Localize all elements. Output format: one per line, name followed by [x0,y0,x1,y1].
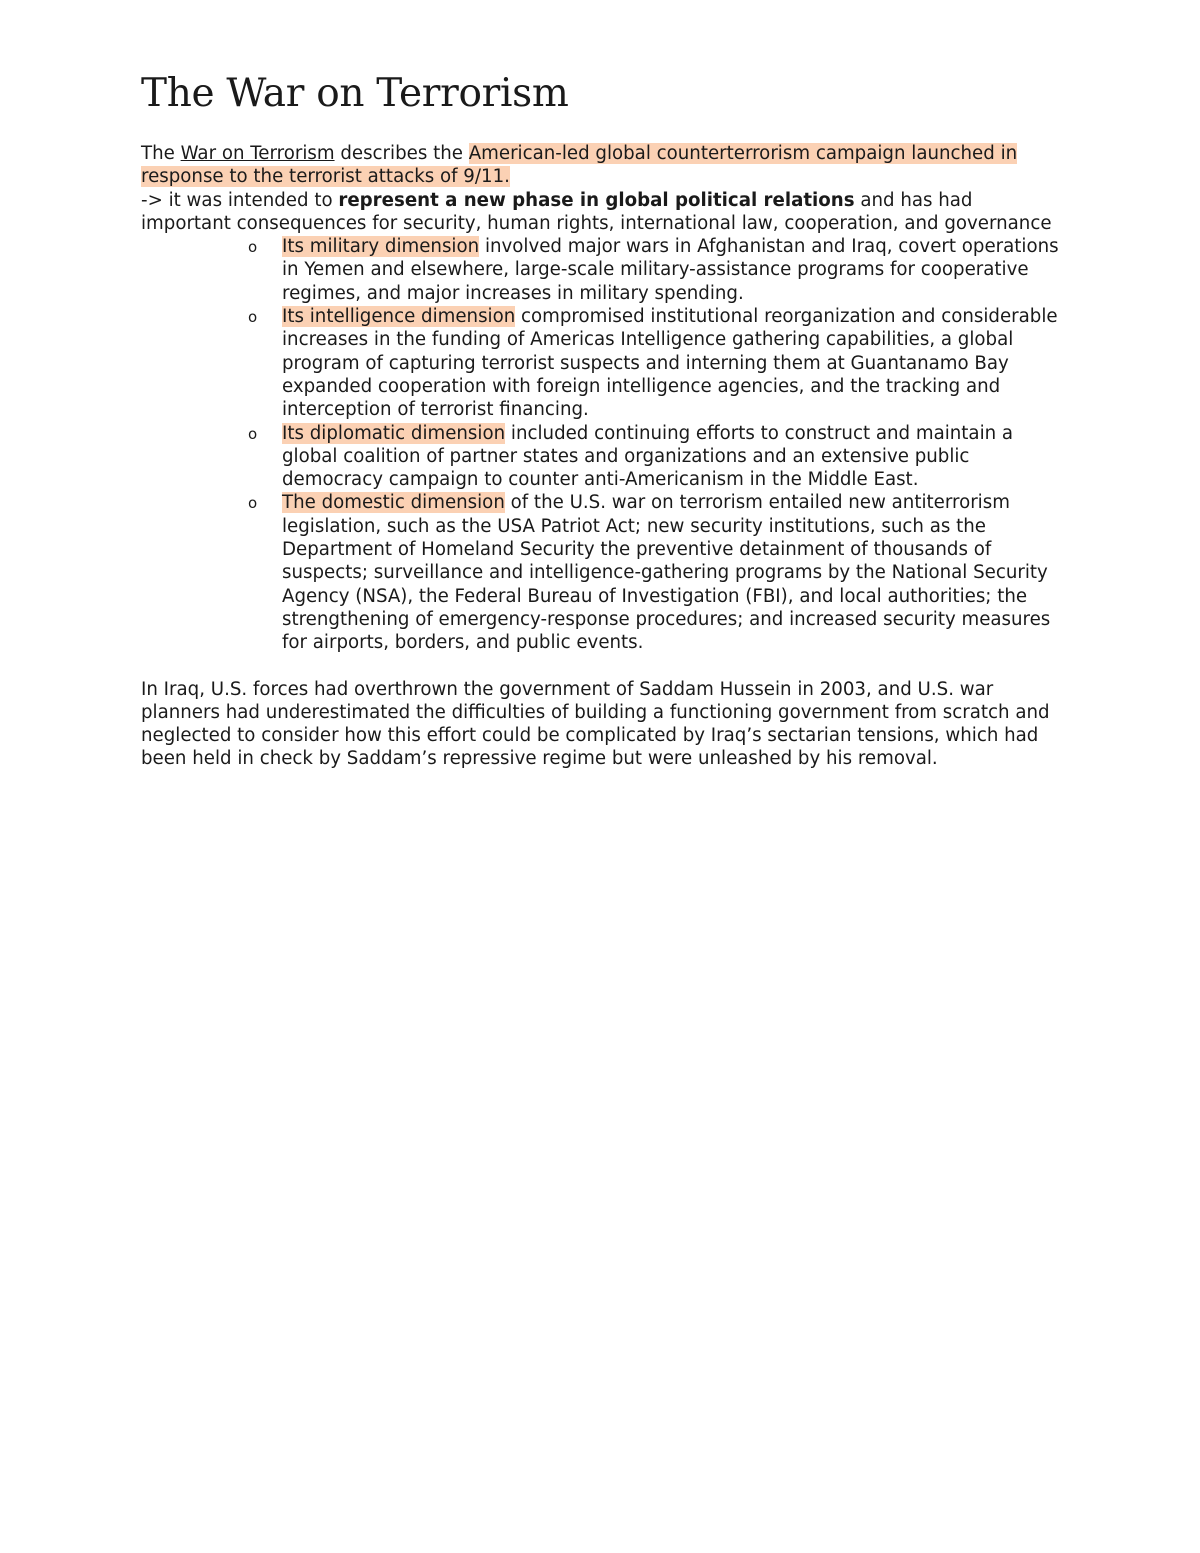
intro-highlight: American-led global counterterrorism campaign launched in response to the terrorist attacks of 9/11. [141,143,1018,188]
purpose-text-start: -> it was intended to [141,189,339,211]
dimension-highlight: The domestic dimension [282,492,505,514]
bullet-icon: o [248,238,258,257]
dimensions-list [141,235,1061,654]
intro-text-mid: describes the [334,143,469,164]
dimension-highlight: Its intelligence dimension [282,306,516,328]
purpose-text-end: and has had important consequences for security, human rights, international law, cooperation, and governance [141,189,1052,234]
dimension-text: involved major wars in Afghanistan and Iraq, covert operations in Yemen and elsewhere, large-scale military-assistance programs for cooperative regimes, and major increases in military spending. [282,236,1059,304]
list-item [248,422,1061,492]
document-title: The War on Terrorism [141,71,569,116]
dimension-text: of the U.S. war on terrorism entailed new antiterrorism legislation, such as the USA Patriot Act; new security institutions, such as the Department of Homeland Security the preventive detainment of thousands of suspects; surveillance and intelligence-gathering programs by the National Security Agency (NSA), the Federal Bureau of Investigation (FBI), and local authorities; the strengthening of emergency-response procedures; and increased security measures for airports, borders, and public events. [282,492,1051,654]
purpose-bold: represent a new phase in global political relations [338,189,855,211]
dimension-text: compromised institutional reorganization and considerable increases in the funding of Americas Intelligence gathering capabilities, a global program of capturing terrorist suspects and interning them at Guantanamo Bay expanded cooperation with foreign intelligence agencies, and the tracking and interception of terrorist financing. [282,306,1058,421]
dimension-text: included continuing efforts to construct and maintain a global coalition of partner states and organizations and an extensive public democracy campaign to counter anti-Americanism in the Middle East. [282,422,1014,491]
war-on-terrorism-link[interactable]: War on Terrorism [180,143,335,164]
closing-paragraph: In Iraq, U.S. forces had overthrown the government of Saddam Hussein in 2003, and U.S. war planners had underestimated the difficulties of building a functioning government from scratch and neglected to consider how this effort could be complicated by Iraq’s sectarian tensions, which had been held in check by Saddam’s repressive regime but were unleashed by his removal. [141,678,1050,770]
list-item [248,305,1061,421]
list-item [248,491,1061,654]
intro-paragraph [141,142,1061,189]
dimension-highlight: Its diplomatic dimension [282,422,506,444]
intro-text-start: The [141,143,181,164]
dimension-highlight: Its military dimension [282,236,480,258]
bullet-icon: o [248,494,258,513]
list-item [248,235,1061,305]
purpose-paragraph [141,189,1061,236]
bullet-icon: o [248,424,258,443]
document-page [141,70,1061,771]
paragraph-spacer [141,655,1061,678]
bullet-icon: o [248,308,258,327]
